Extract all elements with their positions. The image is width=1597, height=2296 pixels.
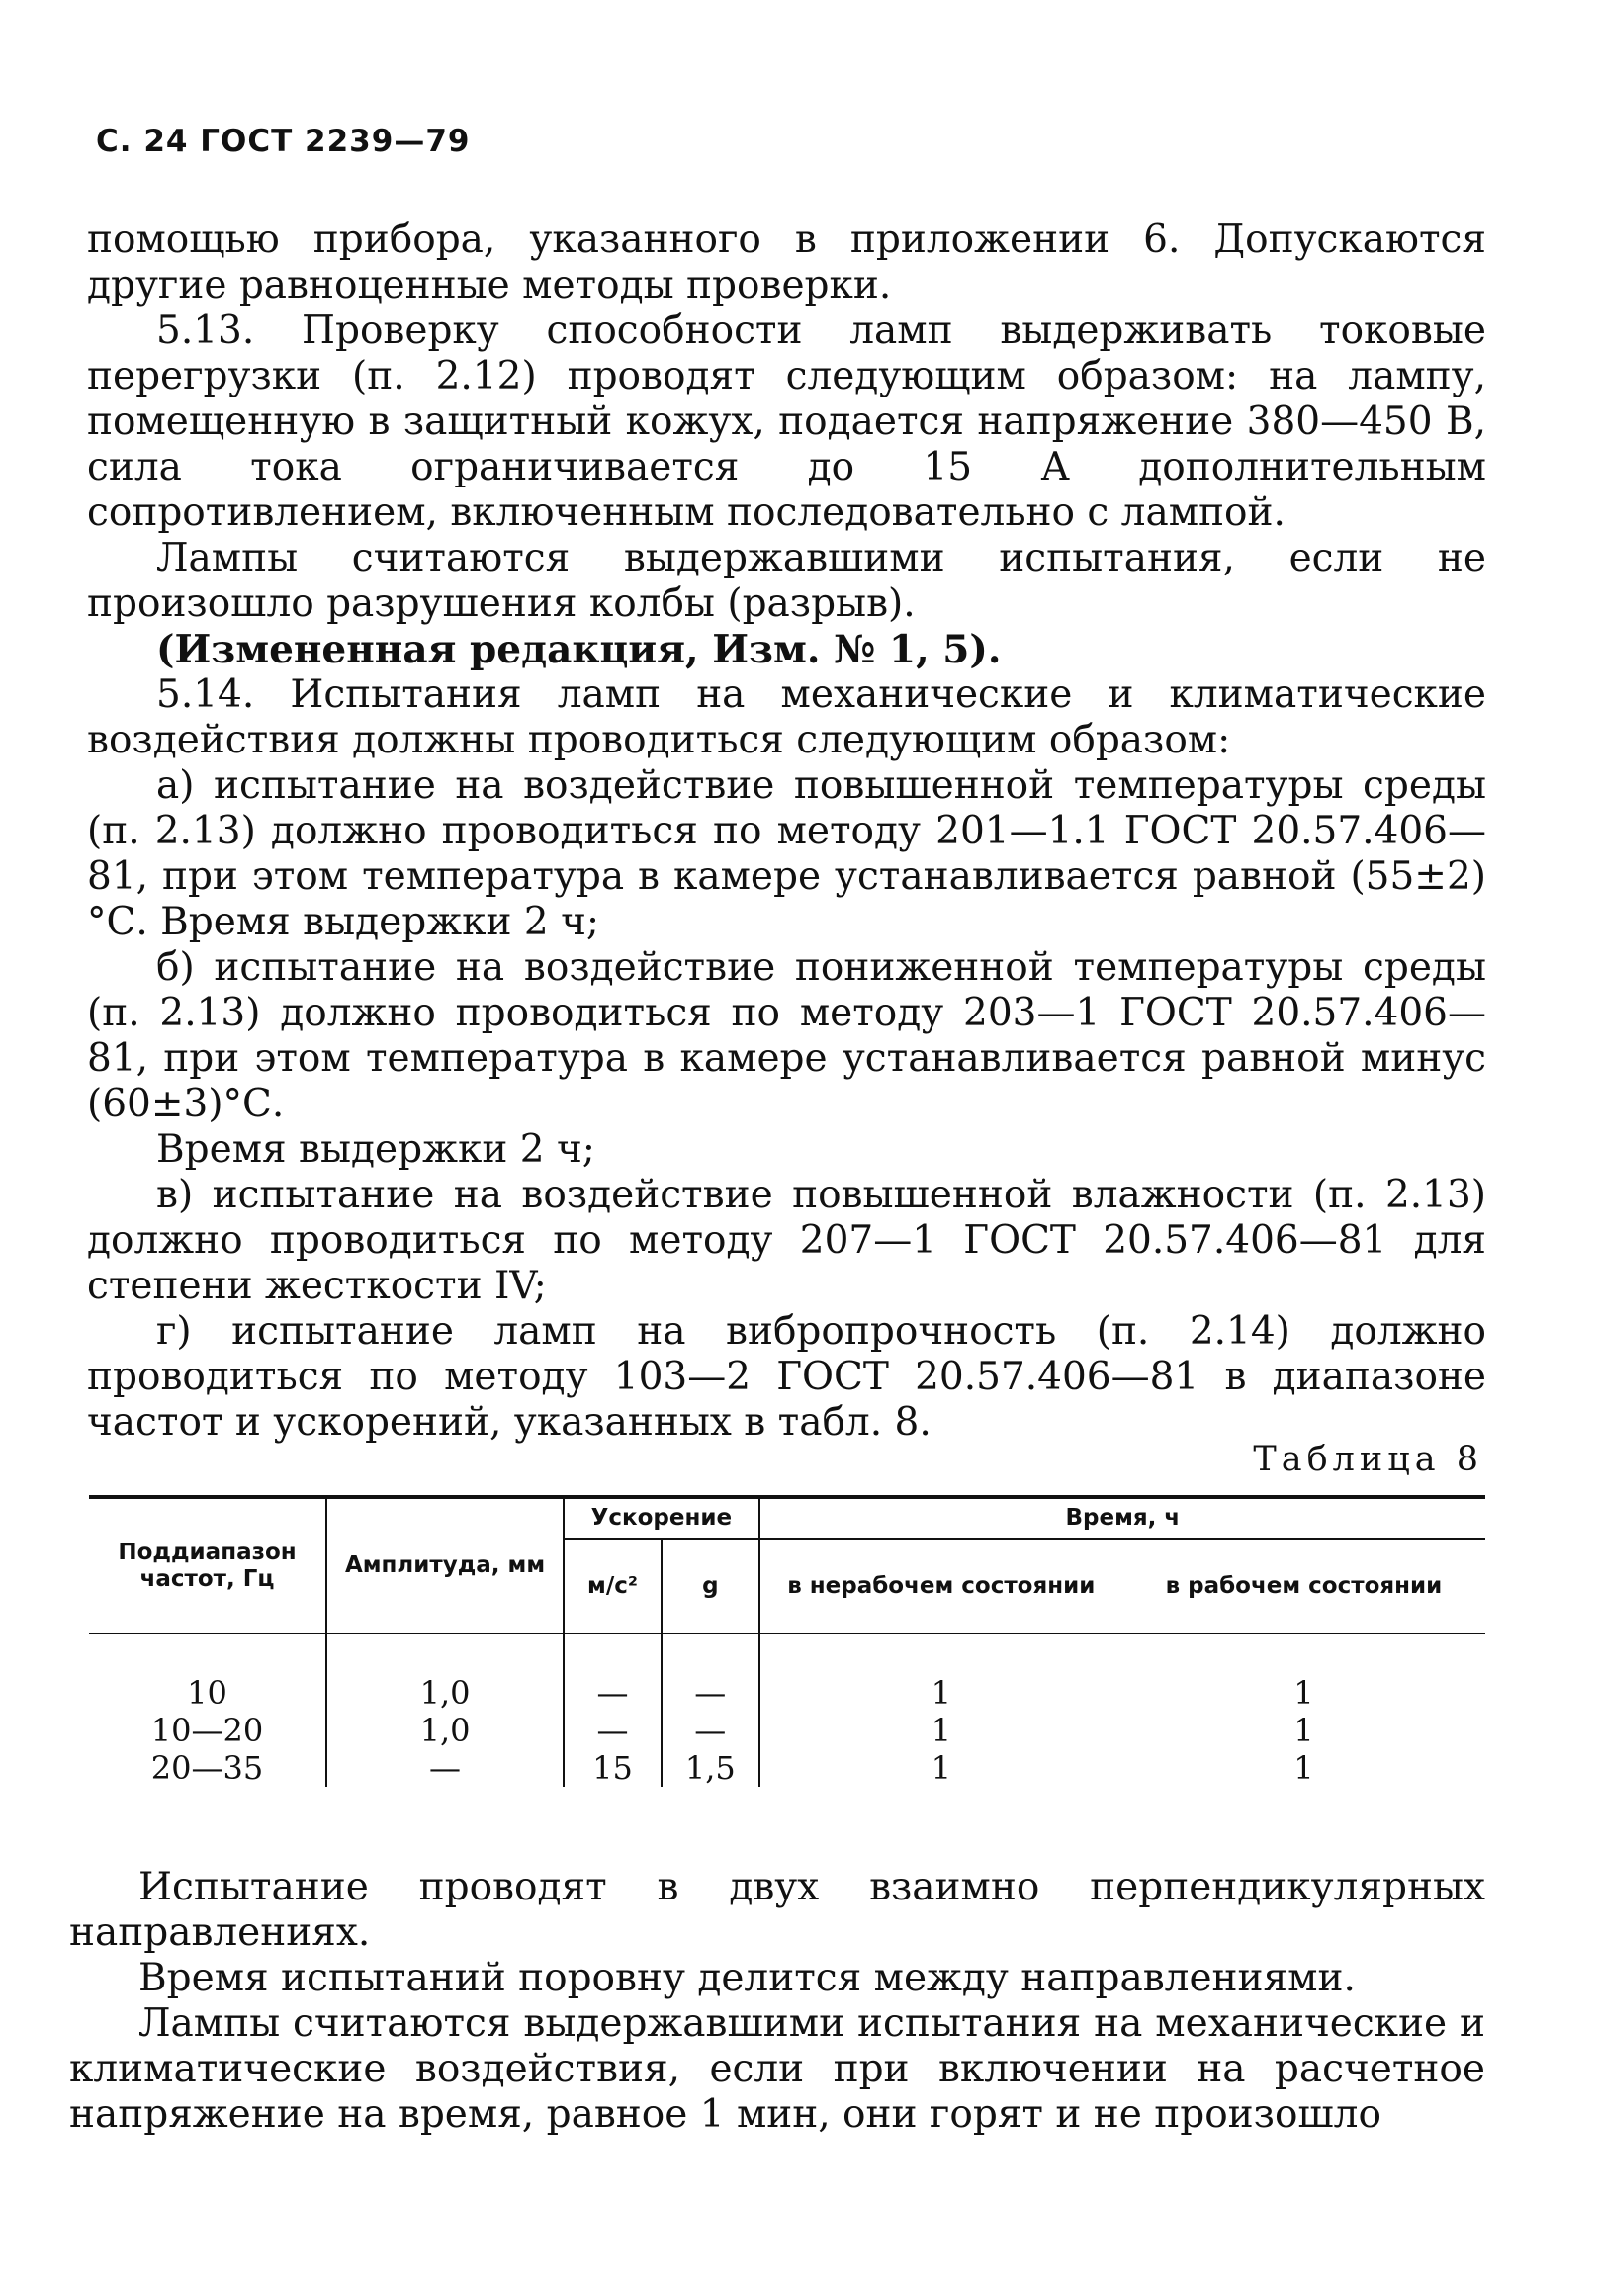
cell-ms2: 15: [564, 1749, 662, 1787]
table-row: [89, 1634, 1485, 1712]
paragraph-time-split: Время испытаний поровну делится между направлениями.: [138, 1956, 1356, 2000]
paragraph-directions: Испытание проводят в двух взаимно перпендикулярных направлениях.: [69, 1865, 1485, 1955]
item-b: б) испытание на воздействие пониженной температуры среды (п. 2.13) должно проводиться по методу 203—1 ГОСТ 20.57.406—81, при этом температура в камере устанавливается равной минус (60±3)°С.: [87, 945, 1486, 1126]
header-time-off: в нерабочем состоянии: [759, 1539, 1122, 1634]
paragraph-5-14: 5.14. Испытания ламп на механические и климатические воздействия должны проводиться следующим образом:: [87, 672, 1486, 762]
text-after-table: [69, 1865, 1485, 2138]
item-v: в) испытание на воздействие повышенной влажности (п. 2.13) должно проводиться по методу 207—1 ГОСТ 20.57.406—81 для степени жесткости IV;: [87, 1173, 1486, 1308]
header-acceleration: Ускорение: [564, 1497, 759, 1539]
header-accel-g: g: [662, 1539, 759, 1634]
vibration-table: [89, 1495, 1485, 1787]
item-b-time: Время выдержки 2 ч;: [156, 1127, 595, 1172]
cell-freq: 10: [187, 1674, 227, 1712]
cell-freq: 10—20: [150, 1712, 264, 1749]
paragraph-pass-criteria: Лампы считаются выдержавшими испытания на механические и климатические воздействия, если при включении на расчетное напряжение на время, равное 1 мин, они горят и не произошло: [69, 2001, 1485, 2137]
header-freq: Поддиапазон частот, Гц: [89, 1497, 326, 1634]
paragraph-result-5-13: Лампы считаются выдержавшими испытания, если не произошло разрушения колбы (разрыв).: [87, 536, 1486, 626]
table-row: [89, 1712, 1485, 1749]
item-a: а) испытание на воздействие повышенной температуры среды (п. 2.13) должно проводиться по методу 201—1.1 ГОСТ 20.57.406—81, при этом температура в камере устанавливается равной (55±2)°С. Время выдержки 2 ч;: [87, 763, 1486, 944]
amendment-note: (Измененная редакция, Изм. № 1, 5).: [156, 627, 1002, 672]
page-header: С. 24 ГОСТ 2239—79: [96, 124, 471, 159]
cell-freq: 20—35: [150, 1749, 264, 1787]
cell-ms2: —: [564, 1712, 662, 1749]
cell-time-on: 1: [1293, 1749, 1314, 1787]
cell-time-off: 1: [759, 1634, 1122, 1712]
cell-g: 1,5: [662, 1749, 759, 1787]
cell-ms2: —: [564, 1634, 662, 1712]
body-text: [87, 218, 1486, 1446]
cell-time-off: 1: [759, 1749, 1122, 1787]
paragraph-continuation: помощью прибора, указанного в приложении 6. Допускаются другие равноценные методы проверки.: [87, 218, 1486, 308]
header-accel-ms2: м/с²: [564, 1539, 662, 1634]
cell-time-on: 1: [1293, 1674, 1314, 1712]
cell-g: —: [662, 1712, 759, 1749]
cell-amp: 1,0: [326, 1634, 564, 1712]
header-amplitude: Амплитуда, мм: [326, 1497, 564, 1634]
cell-g: —: [662, 1634, 759, 1712]
table-row: [89, 1749, 1485, 1787]
cell-amp: 1,0: [326, 1712, 564, 1749]
cell-time-off: 1: [759, 1712, 1122, 1749]
table-caption: Таблица 8: [1253, 1440, 1483, 1479]
cell-time-on: 1: [1293, 1712, 1314, 1749]
item-g: г) испытание ламп на вибропрочность (п. 2.14) должно проводиться по методу 103—2 ГОСТ 20.57.406—81 в диапазоне частот и ускорений, указанных в табл. 8.: [87, 1309, 1486, 1445]
header-time: Время, ч: [759, 1497, 1485, 1539]
paragraph-5-13: 5.13. Проверку способности ламп выдерживать токовые перегрузки (п. 2.12) проводят следующим образом: на лампу, помещенную в защитный кожух, подается напряжение 380—450 В, сила тока ограничивается до 15 А дополнительным сопротивлением, включенным последовательно с лампой.: [87, 309, 1486, 535]
cell-amp: —: [326, 1749, 564, 1787]
table-8: [89, 1495, 1485, 1787]
header-time-on: в рабочем состоянии: [1122, 1539, 1485, 1634]
